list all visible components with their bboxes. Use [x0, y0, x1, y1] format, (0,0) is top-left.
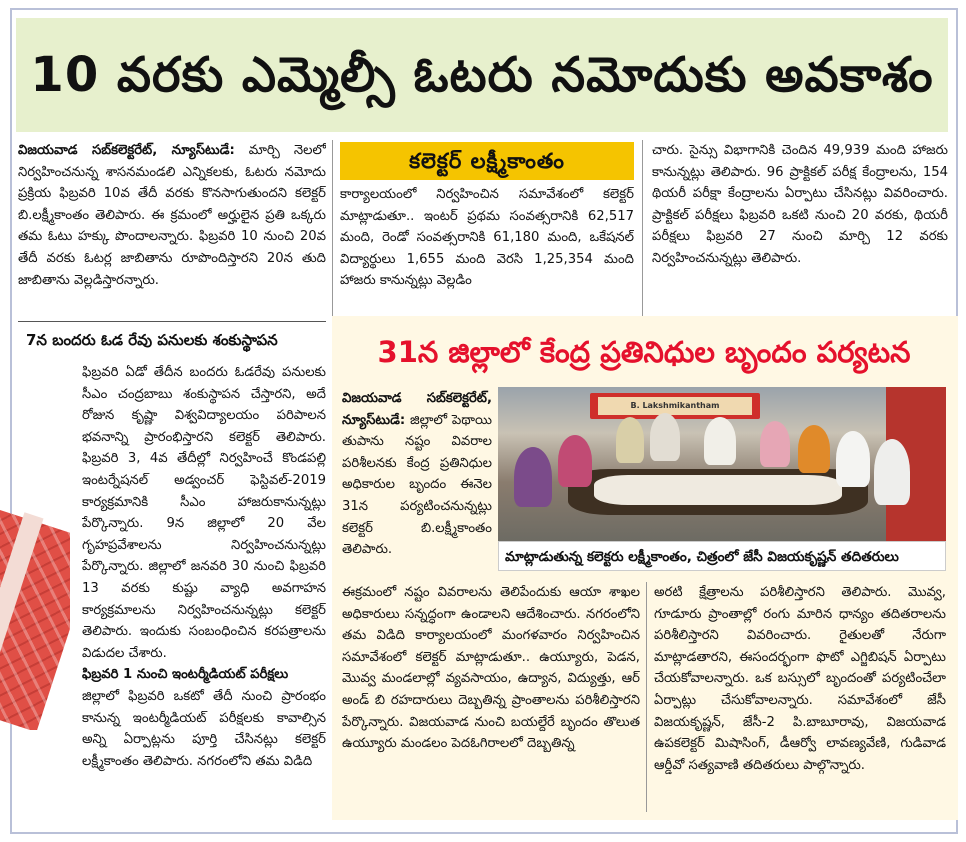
column-3-body: చారు. సైన్సు విభాగానికి చెందిన 49,939 మంది హాజరు కానున్నట్లు తెలిపారు. 96 ప్రాక్టికల్ పరీక్ష కేంద్రాలను, 154 థియరీ పరీక్షా కేంద్రాలను ఏర్పాటు చేసినట్లు వివరించారు. ప్రాక్టికల్ పరీక్షలు ఫిబ్రవరి ఒకటి నుంచి 20 వరకు, థియరీ పరీక్షలు ఫిబ్రవరి 27 నుంచి మార్చి 12 వరకు నిర్వహించనున్నట్లు తెలిపారు. — [652, 143, 948, 266]
story-headline: 31న జిల్లాలో కేంద్ర ప్రతినిధుల బృందం పర్యటన — [377, 335, 911, 369]
fabric-image — [0, 500, 70, 730]
column-3 — [652, 140, 948, 310]
person-figure — [704, 417, 736, 465]
meeting-photo — [498, 387, 946, 541]
name-board — [590, 393, 760, 419]
story-column-rule — [646, 582, 647, 812]
person-figure — [650, 413, 680, 461]
port-paragraph: ఫిబ్రవరి ఏడో తేదీన బందరు ఓడరేవు పనులకు సీఎం చంద్రబాబు శంకుస్థాపన చేస్తారని, అదే రోజున కృష్ణా విశ్వవిద్యాలయం పరిపాలన భవనాన్ని ప్రారంభిస్తారని కలెక్టర్ తెలిపారు. ఫిబ్రవరి 3, 4వ తేదీల్లో నిర్వహించే కొండపల్లి ఇంటర్నేషనల్ అడ్వంచర్ ఫెస్టివల్-2019 కార్యక్రమానికి సీఎం హాజరుకానున్నట్లు పేర్కొన్నారు. 9న జిల్లాలో 20 వేల గృహప్రవేశాలను నిర్వహించనున్నట్లు పేర్కొన్నారు. జిల్లాలో జనవరి 30 నుంచి ఫిబ్రవరి 13 వరకు కుష్టు వ్యాధి అవగాహన కార్యక్రమాలను నిర్వహించనున్నట్లు కలెక్టర్ తెలిపారు. ఇందుకు సంబంధించిన కరపత్రాలను విడుదల చేశారు. — [82, 365, 326, 661]
person-figure — [514, 447, 552, 507]
section-tag: కలెక్టర్ లక్ష్మీకాంతం — [340, 142, 634, 180]
column-divider — [18, 321, 326, 322]
person-figure — [874, 439, 910, 505]
subhead-port: 7న బందరు ఓడ రేవు పనులకు శంకుస్థాపన — [26, 331, 278, 349]
column-1-bottom — [82, 362, 326, 818]
column-rule — [332, 140, 333, 316]
photo-caption: మాట్లాడుతున్న కలెక్టరు లక్ష్మీకాంతం, చిత్రంలో జేసీ విజయకృష్ణన్ తదితరులు — [498, 541, 946, 571]
table-surface — [594, 475, 842, 505]
story-lead-text: జిల్లాలో పెథాయి తుపాను నష్టం వివరాల పరిశీలనకు కేంద్ర ప్రతినిధుల అధికారుల బృందం ఈనెల 31న పర్యటించనున్నట్లు కలెక్టర్ బి.లక్ష్మీకాంతం తెలిపారు. — [342, 412, 492, 558]
inter-exam-paragraph: జిల్లాలో ఫిబ్రవరి ఒకటో తేదీ నుంచి ప్రారంభం కానున్న ఇంటర్మీడియట్ పరీక్షలకు కావాల్సిన అన్ని ఏర్పాట్లను పూర్తి చేసినట్లు కలెక్టర్ లక్ష్మీకాంతం తెలిపారు. నగరంలోని తమ విడిది — [82, 688, 326, 769]
inter-exam-title: ఫిబ్రవరి 1 నుంచి ఇంటర్మీడియట్ పరీక్షలు — [82, 667, 289, 683]
person-figure — [798, 425, 830, 473]
story-body-text: ఈక్రమంలో నష్టం వివరాలను తెలిపేందుకు ఆయా శాఖల అధికారులు సన్నద్ధంగా ఉండాలని ఆదేశించారు. నగరంలోని తమ విడిది కార్యాలయంలో మంగళవారం నిర్వహించిన సమావేశంలో కలెక్టర్ మాట్లాడుతూ.. ఉయ్యూరు, పెడన, మొవ్వ మండలాల్లో వ్యవసాయం, ఉద్యాన, విద్యుత్తు, ఆర్ అండ్ బి రహదారులు దెబ్బతిన్న ప్రాంతాలను పరిశీలిస్తారని పేర్కొన్నారు. విజయవాడ నుంచి బయల్దేరే బృందం తొలుత ఉయ్యూరు మండలం పెదఓగిరాలలో దెబ్బతిన్న — [342, 585, 640, 752]
story-body — [342, 582, 640, 818]
story-dateline: విజయవాడ సబ్‌కలెక్టరేట్, న్యూస్‌టుడే: — [342, 391, 492, 428]
column-rule-2 — [642, 140, 643, 316]
dateline: విజయవాడ సబ్‌కలెక్టరేట్, న్యూస్‌టుడే: — [18, 143, 235, 158]
person-figure — [616, 417, 644, 463]
name-board-plate — [598, 397, 752, 415]
main-headline: 10 వరకు ఎమ్మెల్సీ ఓటరు నమోదుకు అవకాశం — [30, 47, 934, 103]
column-2-body: కార్యాలయంలో నిర్వహించిన సమావేశంలో కలెక్టర్ మాట్లాడుతూ.. ఇంటర్ ప్రథమ సంవత్సరానికి 62,517 మంది, రెండో సంవత్సరానికి 61,180 మంది, ఒకేషనల్ విద్యార్థులు 1,655 మంది వెరసి 1,25,354 మంది హాజరు కానున్నట్లు వెల్లడిం — [340, 187, 634, 289]
column-1-body: మార్చి నెలలో నిర్వహించనున్న శాసనమండలి ఎన్నికలకు, ఓటరు నమోదు ప్రక్రియ ఫిబ్రవరి 10వ తేదీ వరకు కొనసాగుతుందని కలెక్టర్ బి.లక్ష్మీకాంతం తెలిపారు. ఈ క్రమంలో అర్హులైన ప్రతి ఒక్కరు తమ ఓటు హక్కు పొందాలన్నారు. ఫిబ్రవరి 10 నుంచి 20వ తేదీ వరకు ఓటర్ల జాబితాను రూపొందిస్తారని 20న తుది జాబితాను వెల్లడిస్తారన్నారు. — [18, 143, 326, 288]
person-figure — [558, 435, 592, 487]
story-lead — [342, 388, 492, 578]
name-board-text: B. Lakshmikantham — [630, 401, 720, 410]
person-figure — [760, 421, 790, 467]
column-1-top — [18, 140, 326, 310]
story-right — [654, 582, 946, 818]
column-2 — [340, 184, 634, 310]
story-right-text: అరటి క్షేత్రాలను పరిశీలిస్తారని తెలిపారు. మొవ్వ, గూడూరు ప్రాంతాల్లో రంగు మారిన ధాన్యం తదితరాలను పరిశీలిస్తారని వివరించారు. రైతులతో నేరుగా మాట్లాడతారని, ఈసందర్భంగా ఫొటో ఎగ్జిబిషన్ ఏర్పాటు చేయకోవాలన్నారు. ఒక బస్సులో బృందంతో పర్యటించేలా ఏర్పాట్లు చేసుకోవాలన్నారు. సమావేశంలో జేసీ విజయకృష్ణన్, జేసీ-2 పి.బాబూరావు, విజయవాడ ఉపకలెక్టర్ మిషాసింగ్, డీఆర్వో లావణ్యవేణి, గుడివాడ ఆర్డీవో సత్యవాణి తదితరులు పాల్గొన్నారు. — [654, 585, 946, 773]
person-figure — [836, 431, 870, 487]
